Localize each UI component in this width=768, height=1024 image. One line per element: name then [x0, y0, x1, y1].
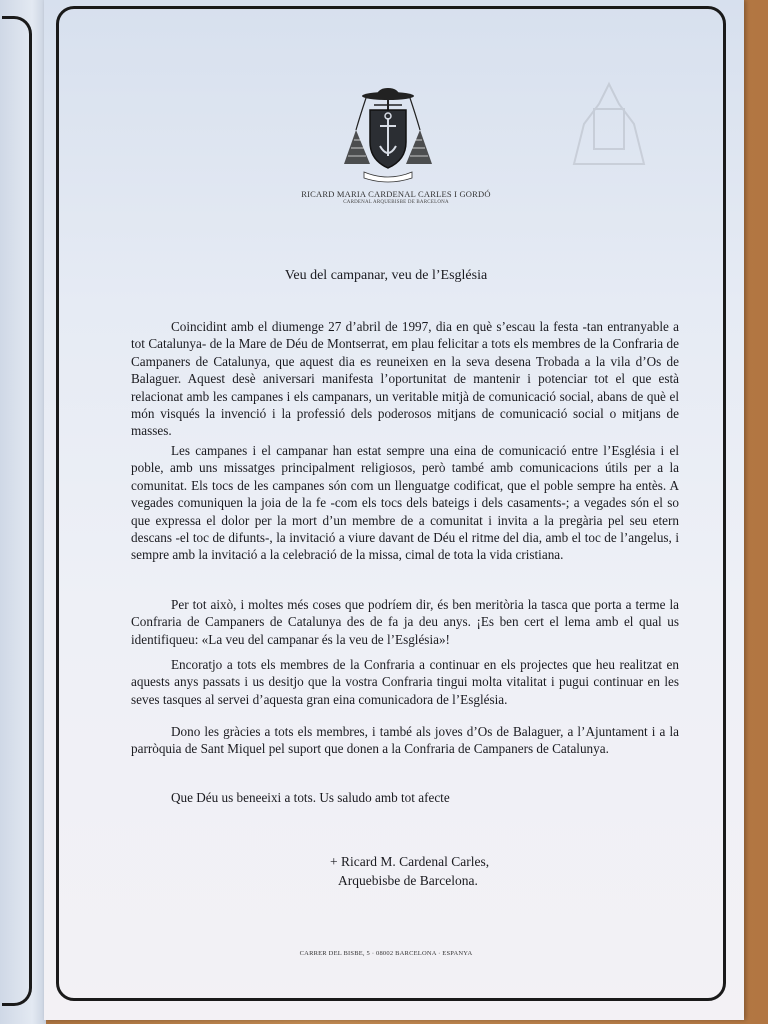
- letter-page: [44, 0, 744, 1020]
- letterhead-subtitle: CARDENAL ARQUEBISBE DE BARCELONA: [343, 200, 449, 205]
- letter-title: Veu del campanar, veu de l’Església: [284, 268, 488, 283]
- paragraph-2: Les campanes i el campanar han estat sempre una eina de comunicació entre l’Església i el poble, amb uns missatges principalment religiosos, però també amb comunicacions útils per a la comunitat. Els tocs de les campanes són com un llenguatge codificat, que el poble sempre ha entès. A vegades comuniquen la joia de la fe -com els tocs dels bateigs i dels casaments-; a vegades són el so que expressa el dolor per la mort d’un membre de a comunitat i invita a la pregària pel seu etern descans -el toc de difunts-, la invitació a viure davant de Déu el ritme del dia, amb el toc de l’angelus, i sempre amb la invitació a la celebració de la missa, cimal de tota la vida cristiana.: [131, 443, 679, 563]
- left-page-border: [2, 16, 32, 1006]
- signature-block: [330, 852, 489, 890]
- coat-of-arms-icon: [336, 86, 440, 186]
- letter-content: [76, 0, 716, 1000]
- paragraph-6: Que Déu us beneeixi a tots. Us saludo amb tot afecte: [171, 790, 450, 805]
- paragraph-5: Dono les gràcies a tots els membres, i també als joves d’Os de Balaguer, a l’Ajuntament i a la parròquia de Sant Miquel pel suport que donen a la Confraria de Campaners de Catalunya.: [131, 724, 679, 757]
- left-page: [0, 0, 46, 1024]
- letterhead-name: RICARD MARIA CARDENAL CARLES I GORDÓ: [301, 189, 491, 199]
- paragraph-4: Encoratjo a tots els membres de la Confraria a continuar en els projectes que heu realitzat en aquests anys passats i us desitjo que la vostra Confraria tingui molta vitalitat i pugui continuar en les seves tasques al servei d’aquesta gran eina comunicadora de l’Església.: [131, 657, 679, 707]
- paragraph-3: Per tot això, i moltes més coses que podríem dir, és ben meritòria la tasca que porta a terme la Confraria de Campaners de Catalunya des de fa ja deu anys. ¡Es ben cert el lema amb el qual us identifiqueu: «La veu del campanar és la veu de l’Església»!: [131, 597, 679, 647]
- signature-line-1: + Ricard M. Cardenal Carles,: [330, 854, 490, 869]
- footer-address: CARRER DEL BISBE, 5 · 08002 BARCELONA · ESPANYA: [299, 950, 473, 957]
- paragraph-1: Coincidint amb el diumenge 27 d’abril de 1997, dia en què s’escau la festa -tan entranyable a tot Catalunya- de la Mare de Déu de Montserrat, em plau felicitar a tots els membres de la Confraria de Campaners de Catalunya, que aquest dia es reuneixen en la seva desena Trobada a la vila d’Os de Balaguer. Aquest desè aniversari manifesta l’oportunitat de mantenir i potenciar tot el que està relacionat amb les campanes i els campanars, un veritable mitjà de comunicació social, abans de què el món visqués la invenció i la professió dels poderosos mitjans de comunicació social o mitjans de masses.: [131, 319, 679, 439]
- signature-line-2: Arquebisbe de Barcelona.: [338, 873, 478, 888]
